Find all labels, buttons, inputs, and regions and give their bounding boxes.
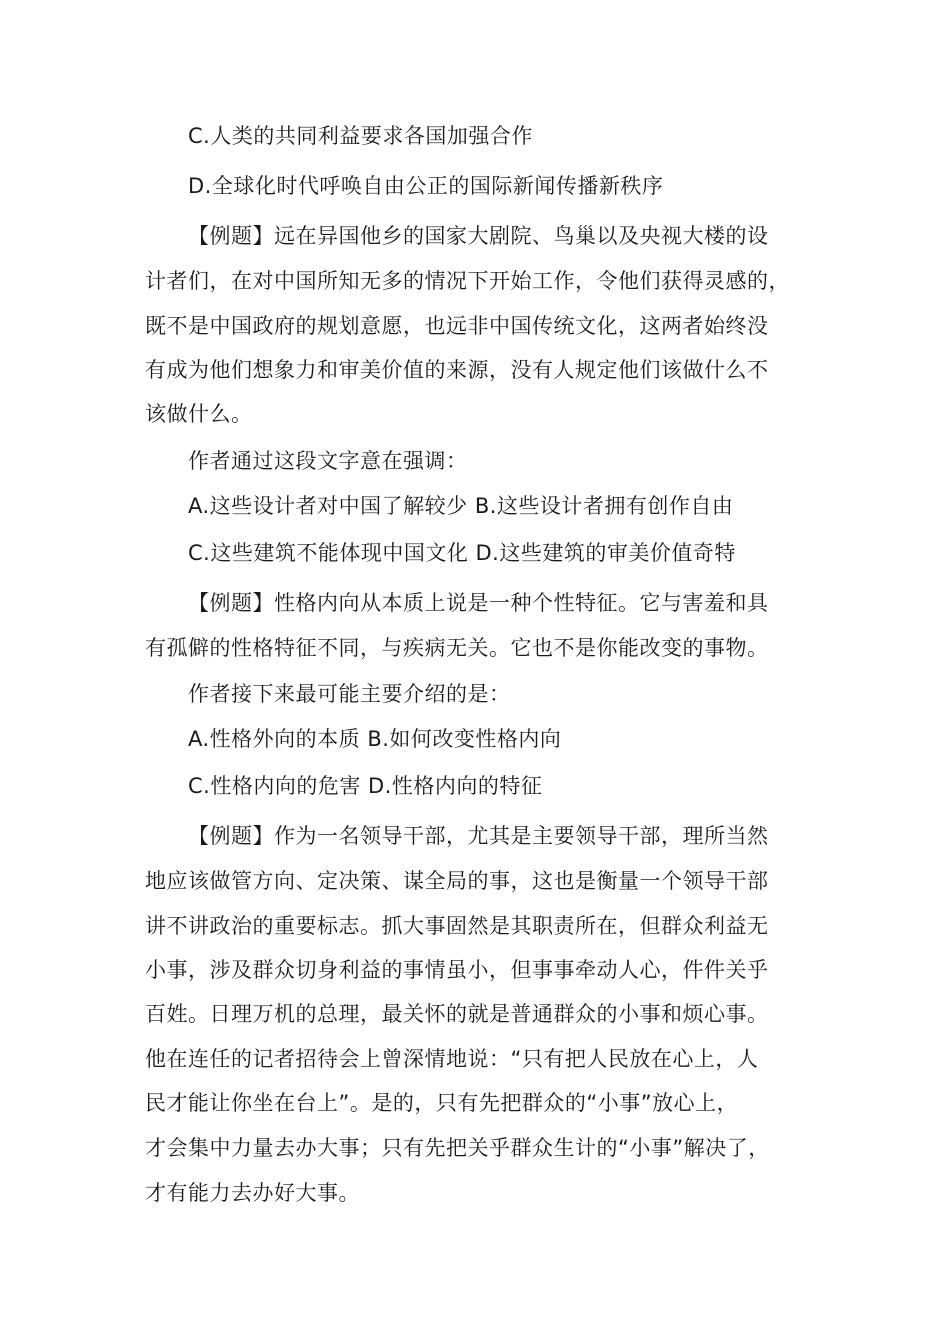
paragraph-line: 才有能力去办好大事。 xyxy=(145,1181,360,1205)
options-ab-2: A.性格外向的本质 B.如何改变性格内向 xyxy=(188,727,562,751)
paragraph-line: 百姓。日理万机的总理，最关怀的就是普通群众的小事和烦心事。 xyxy=(145,1002,769,1026)
option-d-line: D.全球化时代呼唤自由公正的国际新闻传播新秩序 xyxy=(188,174,664,198)
paragraph-line: 该做什么。 xyxy=(145,402,253,426)
paragraph-line: 【例题】性格内向从本质上说是一种个性特征。它与害羞和具 xyxy=(188,591,769,615)
question-stem-1: 作者通过这段文字意在强调： xyxy=(188,449,468,473)
options-ab-1: A.这些设计者对中国了解较少 B.这些设计者拥有创作自由 xyxy=(188,494,734,518)
options-cd-2: C.性格内向的危害 D.性格内向的特征 xyxy=(188,774,543,798)
option-c-line: C.人类的共同利益要求各国加强合作 xyxy=(188,124,533,148)
paragraph-line: 地应该做管方向、定决策、谋全局的事，这也是衡量一个领导干部 xyxy=(145,869,769,893)
paragraph-line: 计者们，在对中国所知无多的情况下开始工作，令他们获得灵感的， xyxy=(145,269,790,293)
paragraph-line: 【例题】远在异国他乡的国家大剧院、鸟巢以及央视大楼的设 xyxy=(188,224,769,248)
paragraph-line: 既不是中国政府的规划意愿，也远非中国传统文化，这两者始终没 xyxy=(145,314,769,338)
paragraph-line: 民才能让你坐在台上”。是的，只有先把群众的“小事”放心上， xyxy=(145,1091,739,1115)
paragraph-line: 才会集中力量去办大事；只有先把关乎群众生计的“小事”解决了， xyxy=(145,1136,770,1160)
paragraph-line: 讲不讲政治的重要标志。抓大事固然是其职责所在，但群众利益无 xyxy=(145,914,769,938)
paragraph-line: 他在连任的记者招待会上曾深情地说：“只有把人民放在心上，人 xyxy=(145,1047,759,1071)
paragraph-line: 有成为他们想象力和审美价值的来源，没有人规定他们该做什么不 xyxy=(145,358,769,382)
paragraph-line: 有孤僻的性格特征不同，与疾病无关。它也不是你能改变的事物。 xyxy=(145,636,769,660)
options-cd-1: C.这些建筑不能体现中国文化 D.这些建筑的审美价值奇特 xyxy=(188,541,736,565)
paragraph-line: 【例题】作为一名领导干部，尤其是主要领导干部，理所当然 xyxy=(188,824,769,848)
question-stem-2: 作者接下来最可能主要介绍的是： xyxy=(188,682,511,706)
paragraph-line: 小事，涉及群众切身利益的事情虽小，但事事牵动人心，件件关乎 xyxy=(145,958,769,982)
